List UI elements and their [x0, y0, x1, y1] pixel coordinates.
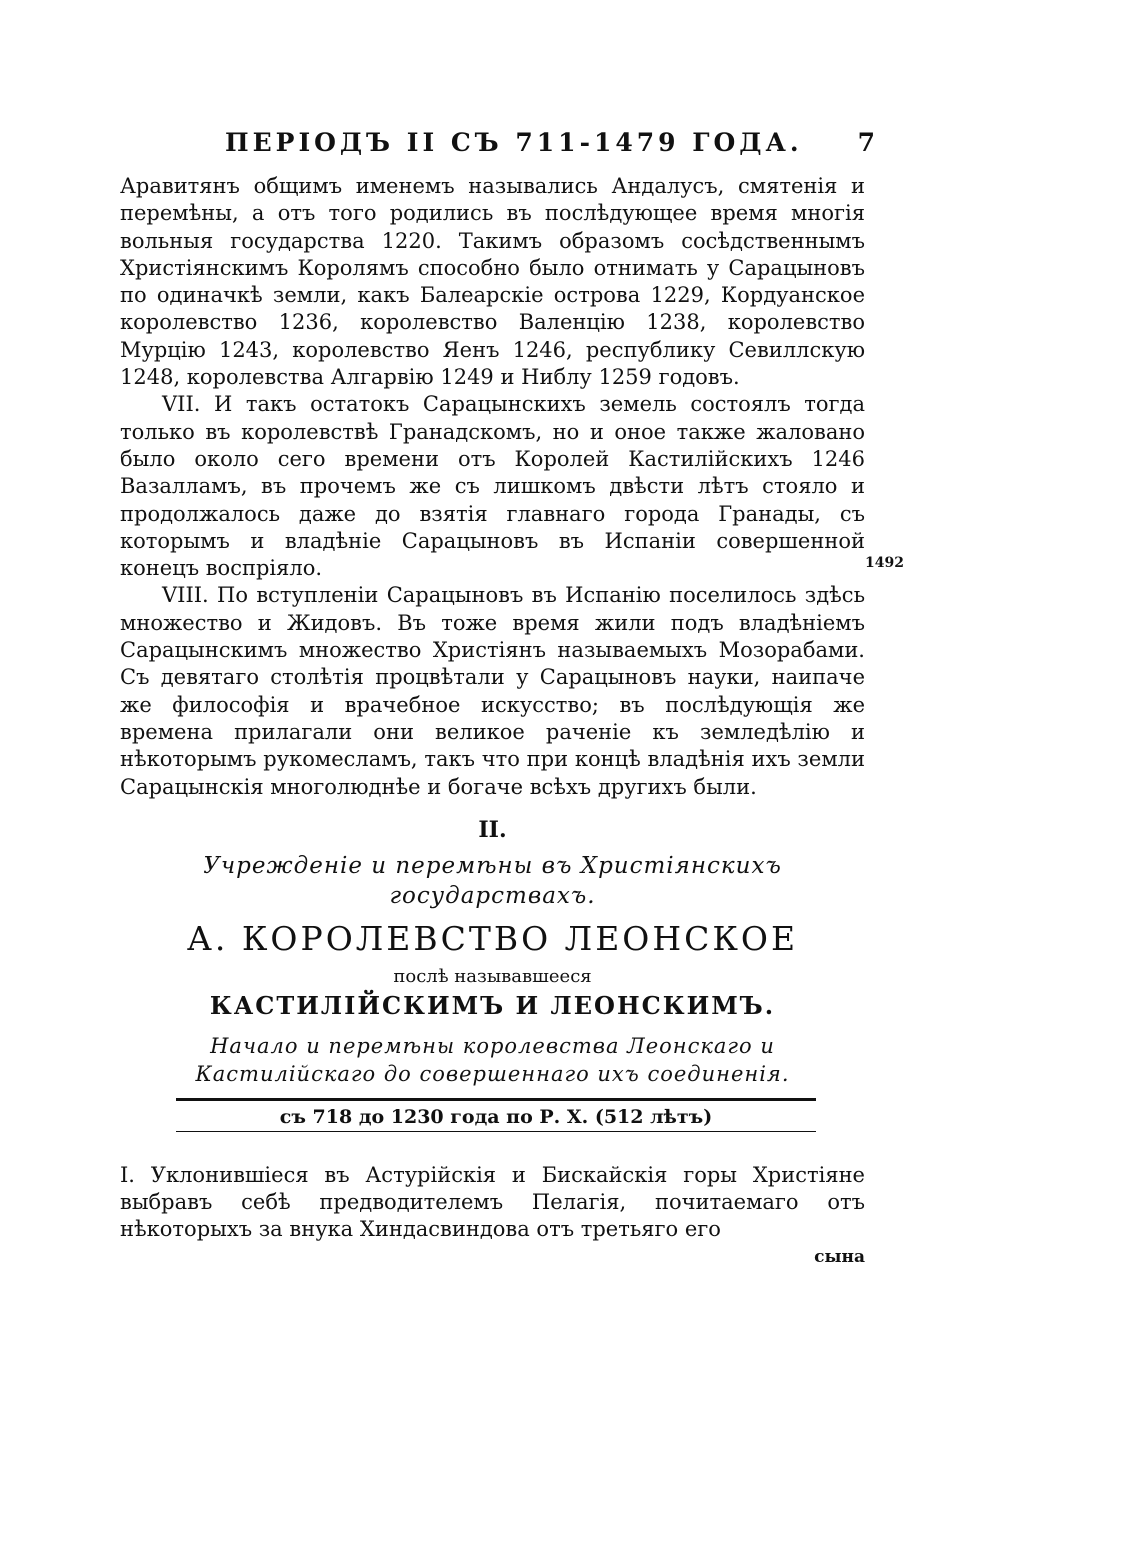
margin-note: 1492 [865, 555, 904, 571]
paragraph-vii: VII. И такъ остатокъ Сарацынскихъ земель состоялъ тогда только въ королевствѣ Гранадскомъ, но и оное также жаловано было около сего времени отъ Королей Кастилійскихъ 1246 Вазалламъ, въ прочемъ же съ лишкомъ двѣсти лѣтъ стояло и продолжалось даже до взятія главнаго города Гранады, съ которымъ и владѣніе Сарацыновъ въ Испаніи совершенной конецъ воспріяло. [120, 392, 865, 581]
body-text [120, 173, 865, 801]
running-head [225, 128, 875, 157]
page-number: 7 [857, 128, 875, 157]
paragraph-viii: VIII. По вступленіи Сарацыновъ въ Испанію поселилось здѣсь множество и Жидовъ. Въ тоже время жили подъ владѣніемъ Сарацынскимъ множество Христіянъ называемыхъ Мозорабами. Съ девятаго столѣтія процвѣтали у Сарацыновъ науки, наипаче же философія и врачебное искусство; въ послѣдующія же времена прилагали они великое раченіе къ земледѣлію и нѣкоторымъ рукомесламъ, такъ что при концѣ владѣнія ихъ земли Сарацынскія многолюднѣе и богаче всѣхъ другихъ были. [120, 583, 865, 799]
kingdom-heading: А. КОРОЛЕВСТВО ЛЕОНСКОЕ [186, 918, 799, 958]
date-band: съ 718 до 1230 года по Р. Х. (512 лѣтъ) [176, 1098, 816, 1132]
kingdom-heading-secondary: КАСТИЛІЙСКИМЪ И ЛЕОНСКИМЪ. [209, 990, 776, 1020]
paragraph-continued: Аравитянъ общимъ именемъ назывались Андалусъ, смятенія и перемѣны, а отъ того родились въ послѣдующее время многія вольныя государства 1220. Такимъ образомъ сосѣдственнымъ Христіянскимъ Королямъ способно было отнимать у Сарацыновъ по одиначкѣ земли, какъ Балеарскіе острова 1229, Кордуанское королевство 1236, королевство Валенцію 1238, королевство Мурцію 1243, королевство Яенъ 1246, республику Севиллскую 1248, королевства Алгарвію 1249 и Ниблу 1259 годовъ. [120, 174, 865, 390]
section-title: Учрежденіе и перемѣны въ Христіянскихъ государствахъ. [203, 852, 782, 909]
catchword: сына [814, 1246, 865, 1267]
kingdom-subheading: послѣ называвшееся [393, 965, 592, 987]
chapter-subtitle: Начало и перемѣны королевства Леонскаго и Кастилійскаго до совершеннаго ихъ соединенія. [195, 1033, 790, 1086]
running-head-title: ПЕРІОДЪ II СЪ 711-1479 ГОДА. [225, 128, 803, 157]
section-number: II. [478, 816, 507, 843]
paragraph-i-text: I. Уклонившіеся въ Астурійскія и Бискайскія горы Христіяне выбравъ себѣ предводителемъ Пелагія, почитаемаго отъ нѣкоторыхъ за внука Хиндасвиндова отъ третьяго его [120, 1162, 865, 1242]
paragraph-i [120, 1162, 865, 1271]
book-page [120, 128, 875, 1271]
